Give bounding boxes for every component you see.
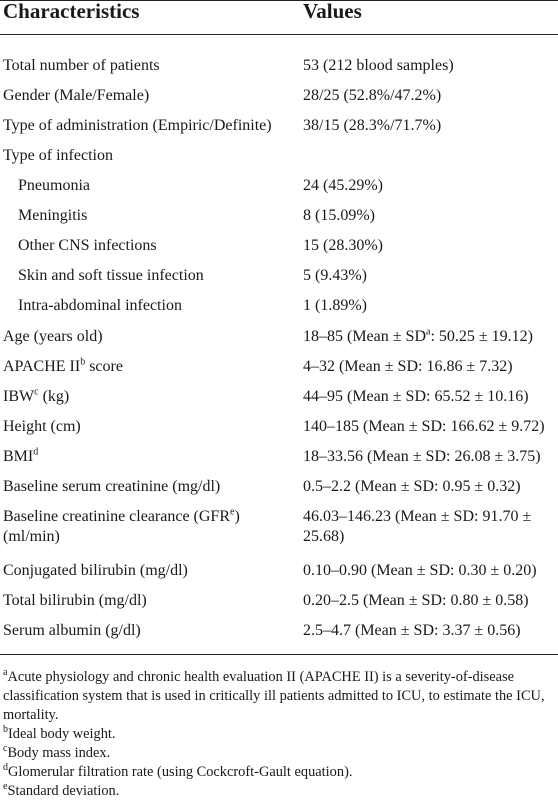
row-label: Baseline serum creatinine (mg/dl) bbox=[3, 478, 221, 495]
row-label: Pneumonia bbox=[18, 177, 90, 194]
row-label: Type of infection bbox=[3, 147, 113, 164]
row-label: Skin and soft tissue infection bbox=[18, 267, 204, 284]
row-label: Other CNS infections bbox=[18, 237, 157, 254]
row-value: 53 (212 blood samples) bbox=[303, 57, 454, 74]
row-label: Conjugated bilirubin (mg/dl) bbox=[3, 562, 188, 579]
row-value: 4–32 (Mean ± SD: 16.86 ± 7.32) bbox=[303, 358, 513, 375]
table-footnotes bbox=[3, 668, 555, 801]
footnote: $^b$Ideal body weight. bbox=[3, 724, 116, 742]
row-label: Total number of patients bbox=[3, 57, 160, 74]
header-rule bbox=[0, 34, 558, 35]
row-value: 140–185 (Mean ± SD: 166.62 ± 9.72) bbox=[303, 418, 545, 435]
row-value: 28/25 (52.8%/47.2%) bbox=[303, 87, 442, 104]
footnote: $^c$Body mass index. bbox=[3, 743, 111, 761]
row-value: 0.10–0.90 (Mean ± SD: 0.30 ± 0.20) bbox=[303, 562, 537, 579]
row-value: 8 (15.09%) bbox=[303, 207, 375, 224]
footnote: $^e$Standard deviation. bbox=[3, 781, 120, 799]
row-value: 18–33.56 (Mean ± SD: 26.08 ± 3.75) bbox=[303, 448, 541, 465]
row-value: 1 (1.89%) bbox=[303, 297, 367, 314]
row-value: 46.03–146.23 (Mean ± SD: 91.70 ± 25.68) bbox=[303, 508, 532, 545]
row-value: 5 (9.43%) bbox=[303, 267, 367, 284]
row-value: 0.20–2.5 (Mean ± SD: 0.80 ± 0.58) bbox=[303, 592, 529, 609]
row-value: 24 (45.29%) bbox=[303, 177, 383, 194]
row-value: 18–85 (Mean ± $SD^a$: 50.25 ± 19.12) bbox=[303, 326, 534, 345]
row-value: 15 (28.30%) bbox=[303, 237, 383, 254]
row-label: Baseline creatinine clearance (GFR$^e$) (ml/min) bbox=[3, 506, 240, 545]
row-label: BMI$^d$ bbox=[3, 446, 39, 465]
row-value: 2.5–4.7 (Mean ± SD: 3.37 ± 0.56) bbox=[303, 622, 521, 639]
footnote: $^d$Glomerular filtration rate (using Cockcroft-Gault equation). bbox=[3, 762, 353, 780]
row-value: 0.5–2.2 (Mean ± SD: 0.95 ± 0.32) bbox=[303, 478, 521, 495]
row-label: Height (cm) bbox=[3, 418, 81, 435]
row-label: Intra-abdominal infection bbox=[18, 297, 182, 314]
footnote: $^a$Acute physiology and chronic health evaluation II (APACHE II) is a severity-of-disease classification system that is used in critically ill patients admitted to ICU, to estimate the ICU, mortality. bbox=[3, 667, 545, 723]
row-label: Gender (Male/Female) bbox=[3, 87, 150, 104]
row-label: IBW$^c$ (kg) bbox=[3, 386, 70, 405]
row-label: APACHE $II^b$ score bbox=[3, 356, 123, 375]
header-values: Values bbox=[303, 0, 362, 23]
row-label: Meningitis bbox=[18, 207, 88, 224]
table-header bbox=[0, 0, 558, 34]
bottom-rule bbox=[0, 654, 558, 655]
row-label: Total bilirubin (mg/dl) bbox=[3, 592, 147, 609]
row-label: Type of administration (Empiric/Definite) bbox=[3, 117, 272, 134]
row-value: 38/15 (28.3%/71.7%) bbox=[303, 117, 442, 134]
header-characteristics: Characteristics bbox=[3, 0, 140, 23]
row-label: Age (years old) bbox=[3, 328, 103, 345]
row-value: 44–95 (Mean ± SD: 65.52 ± 10.16) bbox=[303, 388, 529, 405]
row-label: Serum albumin (g/dl) bbox=[3, 622, 141, 639]
